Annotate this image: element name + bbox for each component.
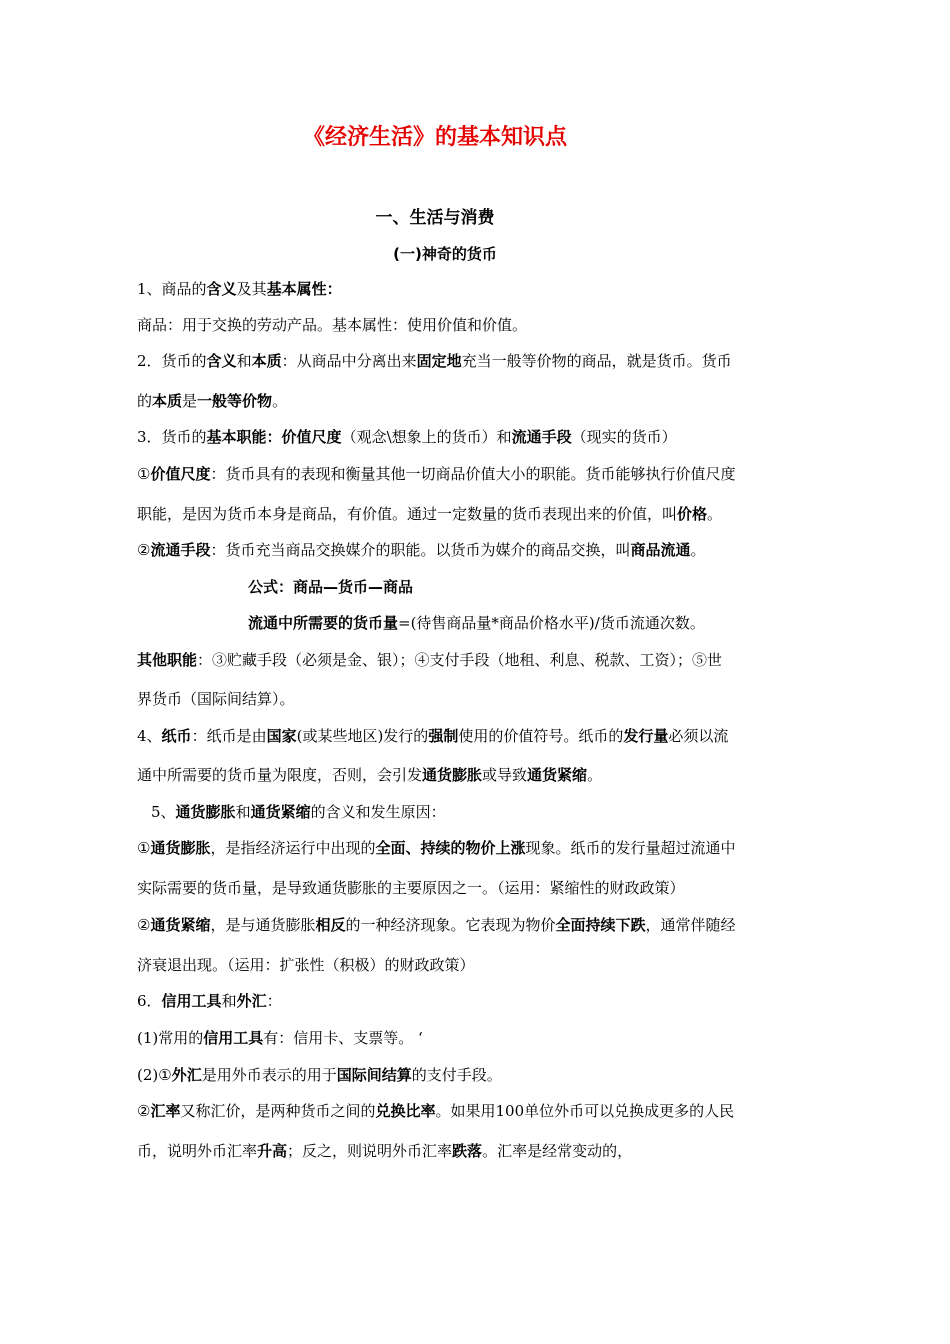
text-run: (2)① (137, 1066, 172, 1084)
bold-term: 全面、持续的物价上涨 (375, 839, 526, 857)
bold-term: 公式：商品—货币—商品 (248, 578, 414, 596)
body-line (151, 802, 831, 822)
text-run: ；反之，则说明外币汇率 (287, 1142, 453, 1160)
body-line (137, 464, 817, 484)
text-run: 通中所需要的货币量为限度，否则，会引发 (137, 766, 423, 784)
bold-term: 价值尺度 (150, 465, 211, 483)
text-run: ：纸币是由 (191, 727, 267, 745)
text-run: （观念\想象上的货币）和 (341, 428, 512, 446)
bold-term: 强制 (428, 727, 459, 745)
bold-term: 信用工具 (161, 992, 222, 1010)
bold-term: 外汇 (236, 992, 267, 1010)
bold-term: 通货紧缩 (527, 766, 588, 784)
bold-term: 其他职能 (137, 651, 198, 669)
text-run: 的含义和发生原因： (310, 803, 446, 821)
text-run: （现实的货币） (571, 428, 677, 446)
bold-term: 相反 (315, 916, 346, 934)
text-run: 币，说明外币汇率 (137, 1142, 258, 1160)
text-run: (1)常用的 (137, 1029, 204, 1047)
body-line (137, 504, 817, 524)
text-run: 的支付手段。 (411, 1066, 502, 1084)
bold-term: 价格 (677, 505, 708, 523)
body-line (137, 427, 817, 447)
text-run: ：从商品中分离出来 (281, 352, 417, 370)
body-line (137, 1101, 817, 1121)
bold-term: 纸币 (161, 727, 192, 745)
text-run: 或导致 (482, 766, 528, 784)
text-run: 的 (137, 392, 153, 410)
bold-term: 通货紧缩 (150, 916, 211, 934)
section-heading: 一、生活与消费 (375, 208, 495, 228)
text-run: 济衰退出现。（运用：扩张性（积极）的财政政策） (137, 956, 475, 974)
body-line (137, 726, 817, 746)
bold-term: 本质 (251, 352, 282, 370)
formula-line (248, 613, 928, 633)
text-run: ： (266, 992, 282, 1010)
bold-term: 通货膨胀 (422, 766, 483, 784)
body-line (137, 1141, 817, 1161)
text-run: 现象。纸币的发行量超过流通中 (525, 839, 736, 857)
bold-term: 全面持续下跌 (555, 916, 646, 934)
bold-term: 通货膨胀 (175, 803, 236, 821)
text-run: 实际需要的货币量，是导致通货膨胀的主要原因之一。（运用：紧缩性的财政政策） (137, 879, 685, 897)
text-run: 使用的价值符号。纸币的 (458, 727, 624, 745)
text-run: ：货币具有的表现和衡量其他一切商品价值大小的职能。货币能够执行价值尺度 (210, 465, 736, 483)
bold-term: 升高 (257, 1142, 288, 1160)
text-run: ，通常伴随经 (645, 916, 736, 934)
text-run: 和 (235, 803, 251, 821)
body-line (137, 878, 817, 898)
text-run: =(待售商品量*商品价格水平)/货币流通次数。 (398, 614, 705, 632)
bold-term: 兑换比率 (375, 1102, 436, 1120)
body-line (137, 315, 817, 335)
text-run: 2．货币的 (137, 352, 207, 370)
text-run: ① (137, 465, 151, 483)
text-run: 5、 (151, 803, 176, 821)
bold-term: 汇率 (150, 1102, 181, 1120)
text-run: 。如果用100单位外币可以兑换成更多的人民 (435, 1102, 735, 1120)
text-run: 6． (137, 992, 162, 1010)
text-run: ，是与通货膨胀 (210, 916, 316, 934)
text-run: 界货币（国际间结算）。 (137, 690, 295, 708)
body-line (137, 351, 817, 371)
bold-term: 本质 (152, 392, 183, 410)
text-run: ① (137, 839, 151, 857)
text-run: 充当一般等价物的商品，就是货币。货币 (461, 352, 732, 370)
bold-term: 信用工具 (203, 1029, 264, 1047)
body-line (137, 955, 817, 975)
text-run: 3．货币的 (137, 428, 207, 446)
text-run: 和 (236, 352, 252, 370)
text-run: 商品：用于交换的劳动产品。基本属性：使用价值和价值。 (137, 316, 528, 334)
text-run: 和 (221, 992, 237, 1010)
bold-term: 流通中所需要的货币量 (248, 614, 399, 632)
text-run: 有：信用卡、支票等。 ‘ (263, 1029, 423, 1047)
formula-line (248, 577, 928, 597)
bold-term: 流通手段 (511, 428, 572, 446)
body-line (137, 1028, 817, 1048)
text-run: ：③贮藏手段（必须是金、银）；④支付手段（地租、利息、税款、工资）；⑤世 (197, 651, 723, 669)
body-line (137, 540, 817, 560)
text-run: 职能，是因为货币本身是商品，有价值。通过一定数量的货币表现出来的价值，叫 (137, 505, 678, 523)
text-run: ② (137, 916, 151, 934)
document-title: 《经济生活》的基本知识点 (302, 125, 567, 150)
bold-term: 通货膨胀 (150, 839, 211, 857)
text-run: 1、商品的 (137, 280, 207, 298)
text-run: ，是指经济运行中出现的 (210, 839, 376, 857)
bold-term: 通货紧缩 (250, 803, 311, 821)
text-run: (或某些地区)发行的 (296, 727, 429, 745)
bold-term: 固定地 (416, 352, 462, 370)
bold-term: 国家 (266, 727, 297, 745)
text-run: ② (137, 1102, 151, 1120)
text-run: 。 (272, 392, 288, 410)
subsection-heading: (一)神奇的货币 (393, 245, 497, 263)
text-run: 4、 (137, 727, 162, 745)
text-run: 及其 (236, 280, 267, 298)
bold-term: 含义 (206, 280, 237, 298)
text-run: 必须以流 (668, 727, 729, 745)
text-run: 又称汇价，是两种货币之间的 (180, 1102, 376, 1120)
body-line (137, 991, 817, 1011)
body-line (137, 765, 817, 785)
bold-term: 商品流通 (630, 541, 691, 559)
bold-term: 含义 (206, 352, 237, 370)
body-line (137, 838, 817, 858)
bold-term: 基本属性： (266, 280, 342, 298)
text-run: 是用外币表示的用于 (201, 1066, 337, 1084)
text-run: 的一种经济现象。它表现为物价 (345, 916, 556, 934)
body-line (137, 915, 817, 935)
text-run: 。 (707, 505, 723, 523)
text-run: ：货币充当商品交换媒介的职能。以货币为媒介的商品交换，叫 (210, 541, 631, 559)
text-run: 。汇率是经常变动的， (482, 1142, 633, 1160)
bold-term: 外汇 (171, 1066, 202, 1084)
bold-term: 跌落 (452, 1142, 483, 1160)
body-line (137, 279, 817, 299)
text-run: 。 (587, 766, 603, 784)
text-run: 是 (182, 392, 198, 410)
body-line (137, 391, 817, 411)
body-line (137, 689, 817, 709)
body-line (137, 650, 817, 670)
text-run: 。 (690, 541, 706, 559)
bold-term: 发行量 (623, 727, 669, 745)
bold-term: 流通手段 (150, 541, 211, 559)
bold-term: 一般等价物 (197, 392, 273, 410)
body-line (137, 1065, 817, 1085)
text-run: ② (137, 541, 151, 559)
bold-term: 基本职能：价值尺度 (206, 428, 342, 446)
bold-term: 国际间结算 (336, 1066, 412, 1084)
